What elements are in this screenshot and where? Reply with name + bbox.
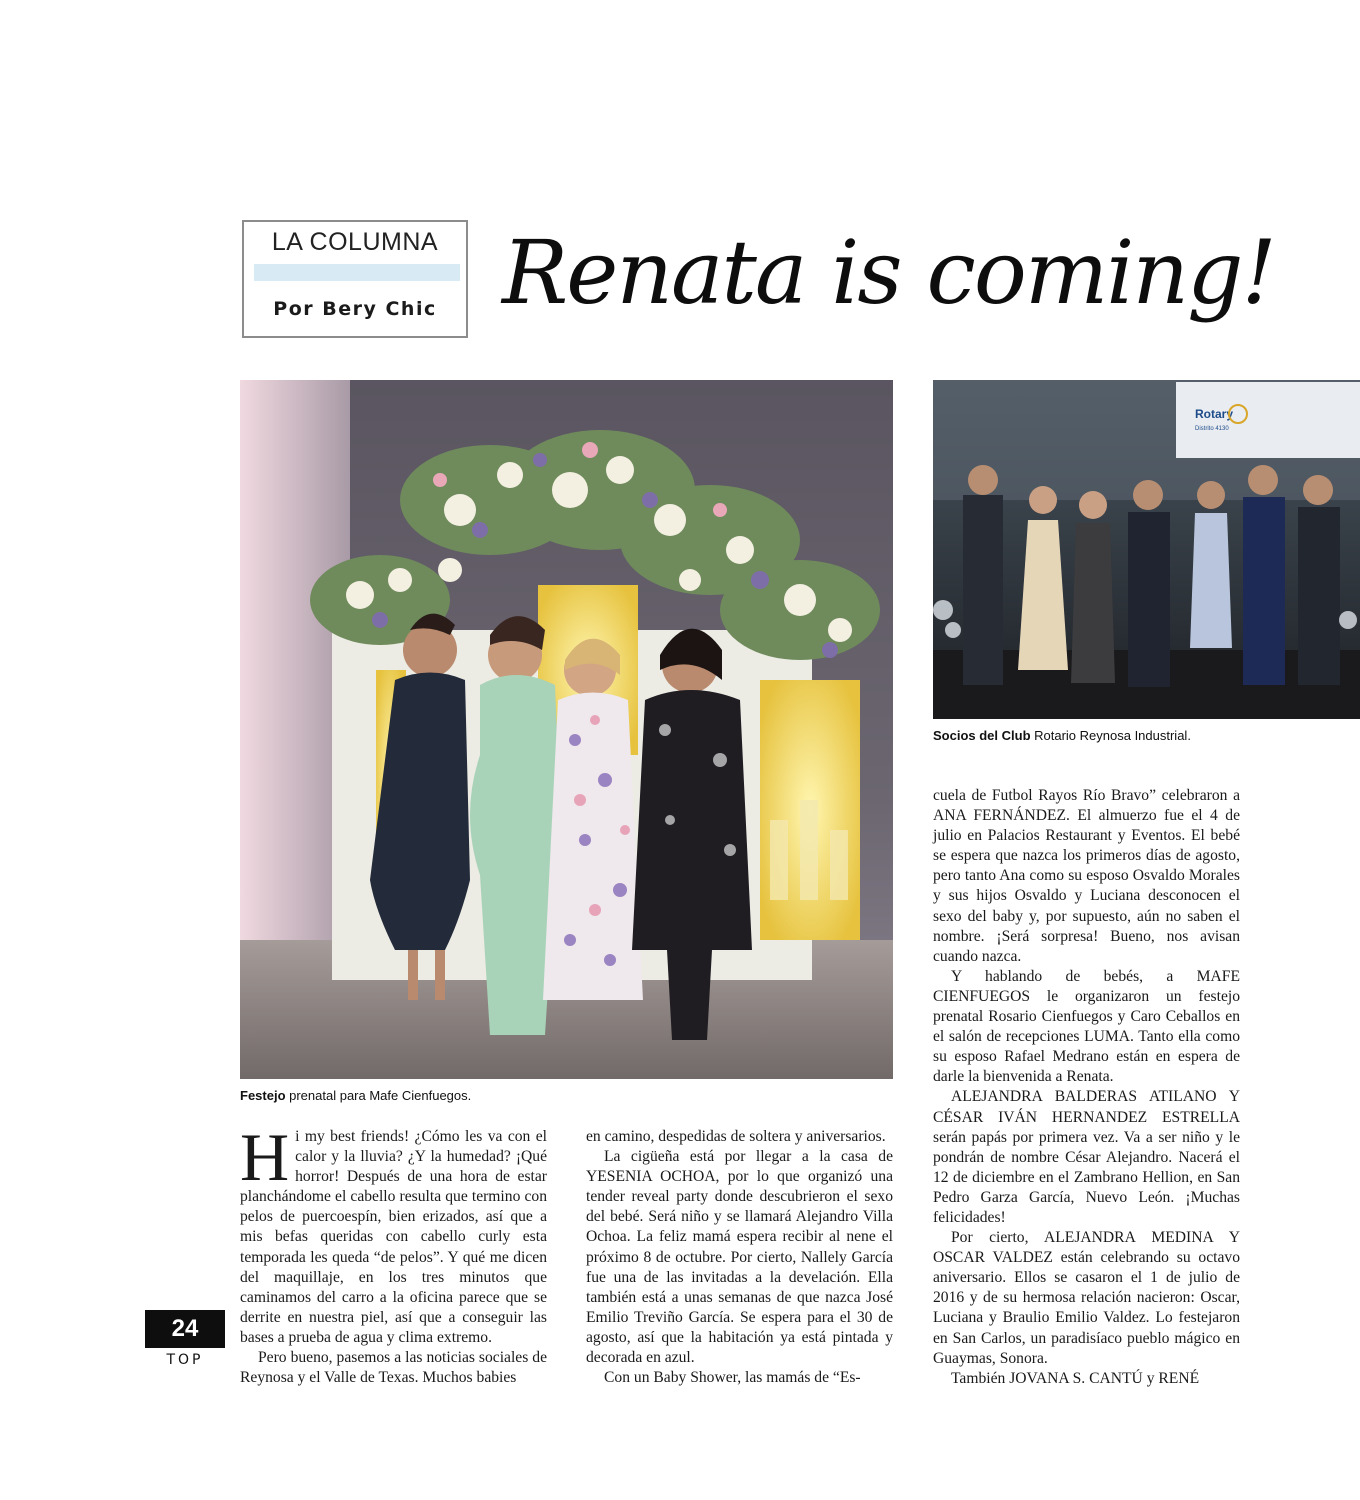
photo-baby-shower-image	[240, 380, 893, 1079]
headline: Renata is coming!	[502, 221, 1275, 324]
caption-text: prenatal para Mafe Cienfuegos.	[285, 1088, 472, 1103]
article-column-1	[240, 1119, 547, 1388]
page-number: 24	[145, 1310, 225, 1348]
article-column-3	[933, 786, 1240, 1389]
article-paragraph: Hi my best friends! ¿Cómo les va con el calor y la lluvia? ¿Y la humedad? ¡Qué horror! Después de una hora de estar planchándome el cabello resulta que termino con pelos de puercoespín, bien erizados, así que a mis befas queridas con cabello curly esta temporada les queda “de pelos”. Y qué me dicen del maquillaje, en los tres minutos que caminamos del carro a la oficina parece que se derrite en nuestra piel, así que a conseguir las bases a prueba de agua y clima extremo.	[240, 1119, 547, 1346]
article-paragraph: en camino, despedidas de soltera y aniversarios.	[586, 1128, 886, 1145]
screen-rotary-text: Rotary	[1195, 407, 1234, 421]
photo-baby-shower	[240, 380, 893, 1079]
article-paragraph: Con un Baby Shower, las mamás de “Es-	[604, 1369, 861, 1387]
magazine-name: TOP	[166, 1352, 204, 1368]
column-author: Por Bery Chic	[273, 298, 437, 320]
drop-cap: H	[240, 1119, 290, 1195]
photo-rotary-club-caption	[933, 728, 1360, 743]
article-paragraph: Pero bueno, pasemos a las noticias sociales de Reynosa y el Valle de Texas. Muchos babies	[240, 1349, 547, 1387]
article-paragraph: La cigüeña está por llegar a la casa de YESENIA OCHOA, por lo que organizó una tender reveal party donde descubrieron el sexo del bebé. Será niño y se llamará Alejandro Villa Ochoa. La feliz mamá espera recibir al nene el próximo 8 de octubre. Por cierto, Nallely García fue una de las invitadas a la develación. Ella también está a unas semanas de que nazca José Emilio Treviño García. Se espera para el 30 de agosto, así que la habitación ya está pintada y decorada en azul.	[586, 1148, 893, 1367]
article-paragraph: ALEJANDRA BALDERAS ATILANO Y CÉSAR IVÁN HERNANDEZ ESTRELLA serán papás por primera vez. Va a ser niño y le pondrán de nombre César Alejandro. Nacerá el 12 de diciembre en el Zambrano Hellion, en San Pedro Garza García, Nuevo León. ¡Muchas felicidades!	[933, 1088, 1240, 1226]
caption-bold: Socios del Club	[933, 728, 1031, 743]
column-label-box	[242, 220, 468, 338]
article-paragraph: Por cierto, ALEJANDRA MEDINA Y OSCAR VALDEZ están celebrando su octavo aniversario. Ellos se casaron el 1 de julio de 2016 y de su hermosa relación nacieron: Oscar, Luciana y Braulio Emilio Valdez. Lo festejaron en San Carlos, un paradisíaco pueblo mágico en Guaymas, Sonora.	[933, 1229, 1240, 1367]
photo-baby-shower-caption	[240, 1088, 893, 1103]
article-paragraph: Y hablando de bebés, a MAFE CIENFUEGOS le organizaron un festejo prenatal Rosario Cienfuegos y Caro Ceballos en el salón de recepciones LUMA. Tanto ella como su esposo Rafael Medrano están en espera de darle la bienvenida a Renata.	[933, 967, 1240, 1086]
caption-bold: Festejo	[240, 1088, 286, 1103]
photo-rotary-club	[933, 380, 1360, 719]
article-paragraph: cuela de Futbol Rayos Río Bravo” celebraron a ANA FERNÁNDEZ. El almuerzo fue el 4 de julio en Palacios Restaurant y Eventos. El bebé se espera que nazca los primeros días de agosto, pero tanto Ana como su esposo Osvaldo Morales y sus hijos Osvaldo y Luciana desconocen el sexo del baby y, por supuesto, aún no saben el nombre. ¡Será sorpresa! Bueno, nos avisan cuando nazca.	[933, 787, 1240, 965]
column-accent-bar	[254, 264, 460, 281]
caption-text: Rotario Reynosa Industrial.	[1030, 728, 1191, 743]
column-label: LA COLUMNA	[271, 228, 439, 256]
article-paragraph: También JOVANA S. CANTÚ y RENÉ	[951, 1369, 1200, 1387]
article-column-2	[586, 1127, 893, 1388]
screen-district-text: Distrito 4130	[1195, 426, 1229, 432]
photo-rotary-club-image	[933, 380, 1360, 719]
